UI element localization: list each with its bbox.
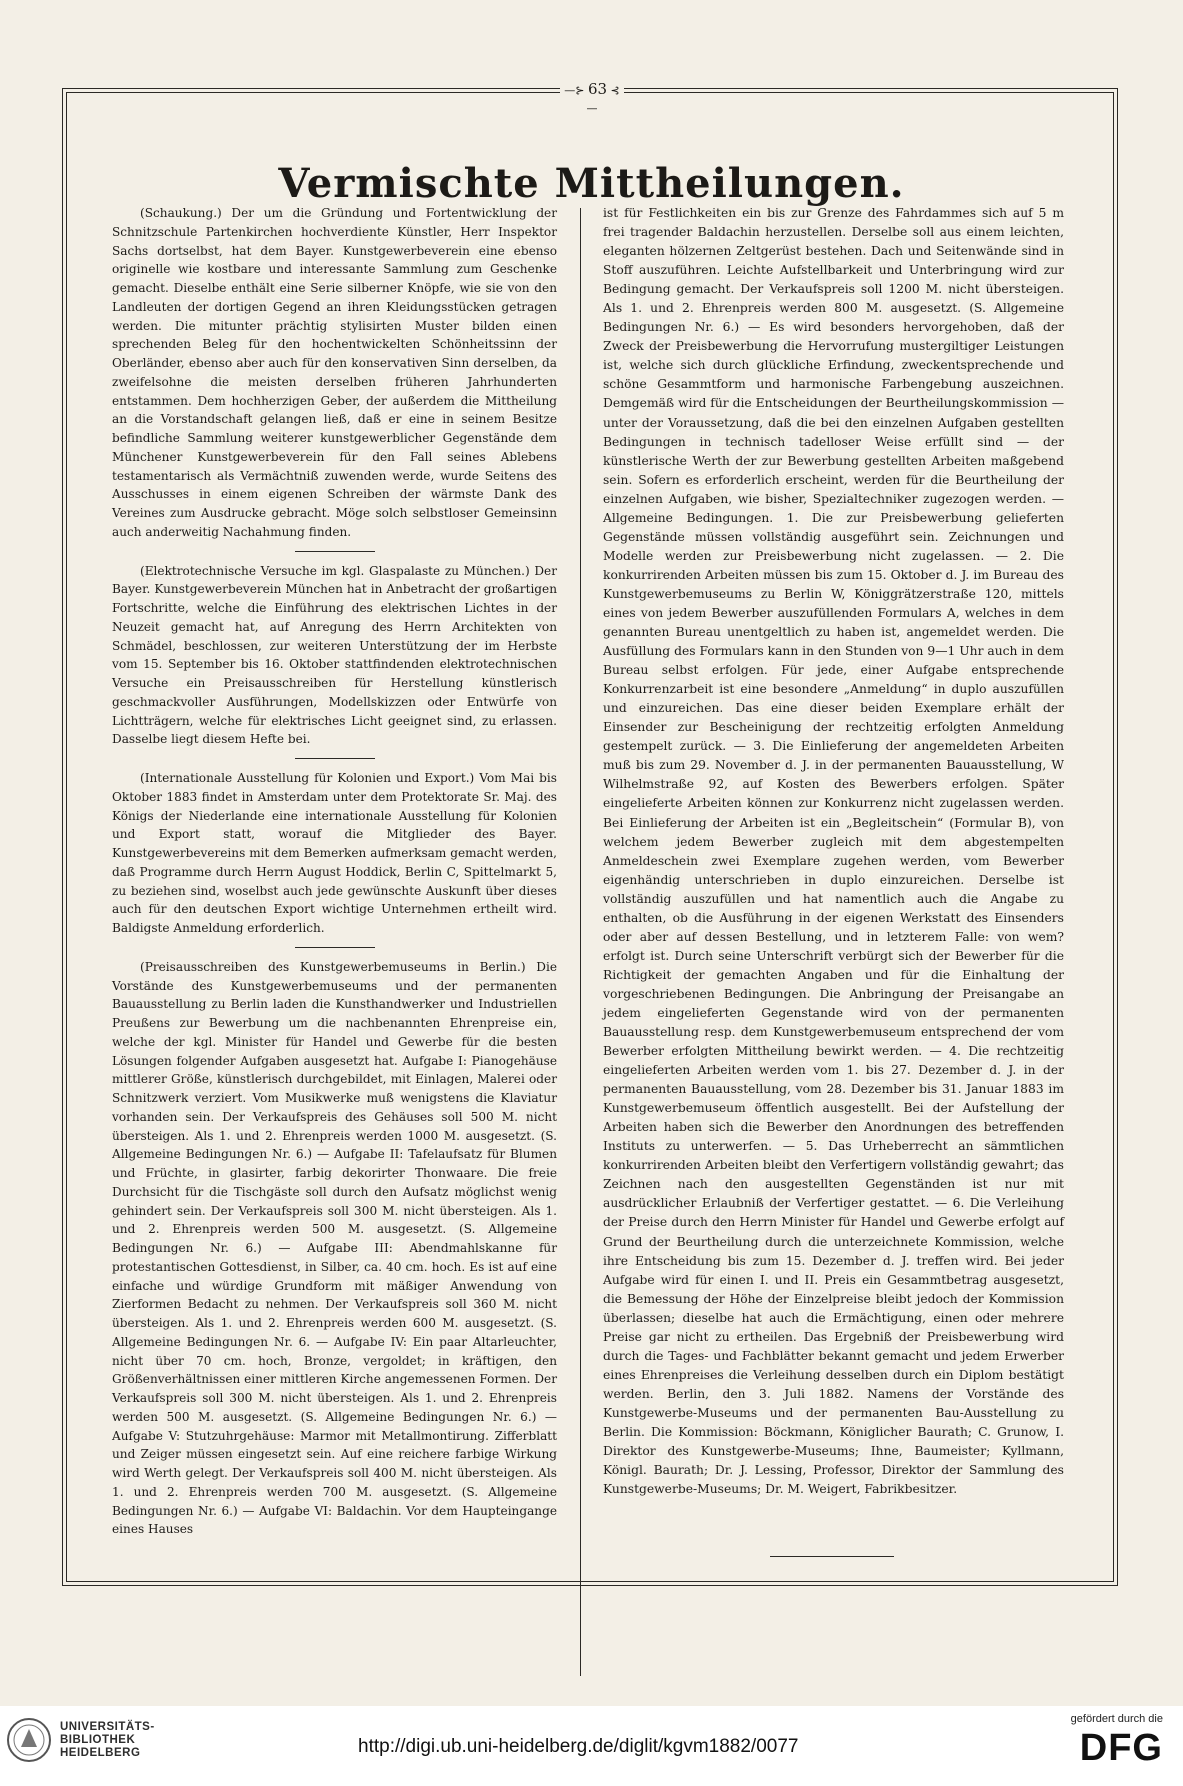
end-divider: [770, 1556, 894, 1557]
article-paragraph: ist für Festlichkeiten ein bis zur Grenze des Fahrdammes sich auf 5 m frei tragender Baldachin herzustellen. Derselbe soll aus einem leichten, eleganten hölzernen Zeltgerüst bestehen. Dach und Seitenwände sind in Stoff auszuführen. Leichte Aufstellbarkeit und Unterbringung wird zur Bedingung gemacht. Der Verkaufspreis soll 1200 M. nicht übersteigen. Als 1. und 2. Ehrenpreis werden 800 M. ausgesetzt. (S. Allgemeine Bedingungen Nr. 6.) — Es wird besonders hervorgehoben, daß der Zweck der Preisbewerbung die Hervorrufung mustergiltiger Leistungen ist, welche sich durch glückliche Erfindung, zweckentsprechende und schöne Gesammtform und harmonische Farbengebung auszeichnen. Demgemäß wird für die Entscheidungen der Beurtheilungskommission — unter der Voraussetzung, daß die bei den einzelnen Aufgaben gestellten Bedingungen in technisch tadelloser Weise erfüllt sind — der künstlerische Werth der zur Bewerbung gestellten Arbeiten maßgebend sein. Sofern es erforderlich erscheint, werden für die Beurtheilung der einzelnen Aufgaben, wie bisher, Spezialtechniker zugezogen werden. — Allgemeine Bedingungen. 1. Die zur Preisbewerbung gelieferten Gegenstände müssen vollständig ausgeführt sein. Zeichnungen und Modelle werden zur Preisbewerbung nicht zugelassen. — 2. Die konkurrirenden Arbeiten müssen bis zum 15. Oktober d. J. im Bureau des Kunstgewerbemuseums zu Berlin W, Königgrätzerstraße 120, mittels eines von jedem Bewerber auszufüllenden Formulars A, welches in dem genannten Bureau unentgeltlich zu haben ist, angemeldet werden. Die Ausfüllung des Formulars kann in den Stunden von 9—1 Uhr auch in dem Bureau selbst erfolgen. Für jede, einer Aufgabe entsprechende Konkurrenzarbeit ist eine besondere „Anmeldung“ in duplo auszufüllen und einzureichen. Das eine dieser beiden Exemplare erhält der Einsender zur Bescheinigung der rechtzeitig erfolgten Anmeldung gestempelt zurück. — 3. Die Einlieferung der angemeldeten Arbeiten muß bis zum 29. November d. J. in der permanenten Bauausstellung, W Wilhelmstraße 92, auf Kosten des Bewerbers erfolgen. Später eingelieferte Arbeiten können zur Konkurrenz nicht zugelassen werden. Bei Einlieferung der Arbeiten ist ein „Begleitschein“ (Formular B), von welchem jedem Bewerber zugleich mit dem abgestempelten Anmeldeschein zwei Exemplare zugehen werden, vom Bewerber eigenhändig unterschrieben in duplo einzureichen. Derselbe ist vollständig auszufüllen und hat namentlich auch die Angabe zu enthalten, ob die Ausführung in der eigenen Werkstatt des Einsenders oder aber auf dessen Bestellung, und in letzterem Falle: von wem? erfolgt ist. Durch seine Unterschrift verbürgt sich der Bewerber für die Richtigkeit der gemachten Angaben und für die Einhaltung der vorgeschriebenen Bedingungen. Die Anbringung der Preisangabe an jedem eingelieferten Gegenstande wird von der permanenten Bauausstellung resp. dem Kunstgewerbemuseum entsprechend der vom Bewerber erfolgten Mittheilung bewirkt werden. — 4. Die rechtzeitig eingelieferten Arbeiten werden vom 1. bis 27. Dezember d. J. in der permanenten Bauausstellung, vom 28. Dezember bis 31. Januar 1883 im Kunstgewerbemuseum öffentlich ausgestellt. Bei der Aufstellung der Arbeiten haben sich die Bewerber den Anordnungen des betreffenden Instituts zu unterwerfen. — 5. Das Urheberrecht an sämmtlichen konkurrirenden Arbeiten bleibt den Verfertigern vollständig gewahrt; das Zeichnen nach den ausgestellten Gegenständen ist nur mit ausdrücklicher Erlaubniß der Verfertiger gestattet. — 6. Die Verleihung der Preise durch den Herrn Minister für Handel und Gewerbe erfolgt auf Grund der Beurtheilung durch die unterzeichnete Kommission, welche ihre Entscheidung bis zum 15. Dezember d. J. treffen wird. Bei jeder Aufgabe wird für einen I. und II. Preis ein Gesammtbetrag ausgesetzt, die Bemessung der Höhe der Einzelpreise bleibt jedoch der Kommission überlassen; dieselbe hat auch die Ermächtigung, einen oder mehrere Preise gar nicht zu ertheilen. Das Ergebniß der Preisbewerbung wird durch die Tages- und Fachblätter bekannt gemacht und jedem Erwerber eines Ehrenpreises die Verleihung desselben durch ein Diplom bestätigt werden. Berlin, den 3. Juli 1882. Namens der Vorstände des Kunstgewerbe-Museums und der permanenten Bau-Ausstellung zu Berlin. Die Kommission: Böckmann, Königlicher Baurath; C. Grunow, I. Direktor des Kunstgewerbe-Museums; Ihne, Baumeister; Kyllmann, Königl. Baurath; Dr. J. Lessing, Professor, Direktor der Sammlung des Kunstgewerbe-Museums; Dr. M. Weigert, Fabrikbesitzer.: [603, 206, 1064, 1497]
dfg-logo[interactable]: DFG: [1079, 1727, 1163, 1769]
section-divider: [295, 947, 375, 948]
university-seal-icon: [6, 1717, 52, 1763]
permalink-url[interactable]: http://digi.ub.uni-heidelberg.de/diglit/kgvm1882/0077: [358, 1736, 799, 1757]
library-logo[interactable]: [6, 1717, 155, 1763]
page-title: Vermischte Mittheilungen.: [278, 160, 905, 207]
article-paragraph: (Schaukung.) Der um die Gründung und Fortentwicklung der Schnitzschule Partenkirchen hochverdiente Künstler, Herr Inspektor Sachs dortselbst, hat dem Bayer. Kunstgewerbeverein eine ebenso originelle wie kostbare und interessante Sammlung zum Geschenke gemacht. Dieselbe enthält eine Serie silberner Knöpfe, wie sie von den Landleuten der dortigen Gegend an ihren Kleidungsstücken getragen werden. Die mitunter prächtig stylisirten Muster bilden einen sprechenden Beleg für den hochentwickelten Schönheitssinn der Oberländer, ebenso aber auch für den konservativen Sinn derselben, da zweifelsohne die meisten derselben früheren Jahrhunderten entstammen. Dem hochherzigen Geber, der außerdem die Mittheilung an die Vorstandschaft gelangen ließ, daß er eine in seinem Besitze befindliche Sammlung weiterer kunstgewerblicher Gegenstände dem Münchener Kunstgewerbeverein für den Fall seines Ablebens testamentarisch als Vermächtniß zuwenden werde, wurde Seitens des Ausschusses in einem eigenen Schreiben der wärmste Dank des Vereines zum Ausdrucke gebracht. Möge solch selbstloser Gemeinsinn auch anderweitig Nachahmung finden.: [112, 206, 557, 539]
left-column: [112, 204, 557, 1539]
column-rule: [580, 208, 581, 1676]
right-column: [603, 204, 1064, 1499]
article-paragraph: (Preisausschreiben des Kunstgewerbemuseums in Berlin.) Die Vorstände des Kunstgewerbemuseums und der permanenten Bauausstellung zu Berlin laden die Kunsthandwerker und Industriellen Preußens zur Bewerbung um die nachbenannten Ehrenpreise ein, welche der kgl. Minister für Handel und Gewerbe für die besten Lösungen folgender Aufgaben ausgesetzt hat. Aufgabe I: Pianogehäuse mittlerer Größe, künstlerisch durchgebildet, mit Einlagen, Malerei oder Schnitzwerk verziert. Vom Musikwerke muß wenigstens die Klaviatur vorhanden sein. Der Verkaufspreis des Gehäuses soll 500 M. nicht übersteigen. Als 1. und 2. Ehrenpreis werden 1000 M. ausgesetzt. (S. Allgemeine Bedingungen Nr. 6.) — Aufgabe II: Tafelaufsatz für Blumen und Früchte, in glasirter, farbig dekorirter Thonwaare. Die freie Durchsicht für die Tischgäste soll durch den Aufsatz möglichst wenig gehindert sein. Der Verkaufspreis soll 300 M. nicht übersteigen. Als 1. und 2. Ehrenpreis werden 500 M. ausgesetzt. (S. Allgemeine Bedingungen Nr. 6.) — Aufgabe III: Abendmahlskanne für protestantischen Gottesdienst, in Silber, ca. 40 cm. hoch. Es ist auf eine einfache und würdige Grundform mit mäßiger Anwendung von Zierformen Bedacht zu nehmen. Der Verkaufspreis soll 360 M. nicht übersteigen. Als 1. und 2. Ehrenpreis werden 600 M. ausgesetzt. (S. Allgemeine Bedingungen Nr. 6. — Aufgabe IV: Ein paar Altarleuchter, nicht über 70 cm. hoch, Bronze, vergoldet; in kräftigen, den Größenverhältnissen einer mittleren Kirche angemessenen Formen. Der Verkaufspreis soll 300 M. nicht übersteigen. Als 1. und 2. Ehrenpreis werden 500 M. ausgesetzt. (S. Allgemeine Bedingungen Nr. 6.) — Aufgabe V: Stutzuhrgehäuse: Marmor mit Metallmontirung. Zifferblatt und Zeiger müssen eingesetzt sein. Auf eine reichere farbige Wirkung wird Werth gelegt. Der Verkaufspreis soll 400 M. nicht übersteigen. Als 1. und 2. Ehrenpreis werden 700 M. ausgesetzt. (S. Allgemeine Bedingungen Nr. 6.) — Aufgabe VI: Baldachin. Vor dem Haupteingange eines Hauses: [112, 959, 557, 1537]
section-divider: [295, 551, 375, 552]
funding-caption: gefördert durch die: [1070, 1713, 1163, 1725]
section-divider: [295, 758, 375, 759]
funding-credit: [1071, 1713, 1163, 1770]
page-number: —⊱ 63 ⊰—: [560, 80, 624, 116]
library-name: UNIVERSITÄTS- BIBLIOTHEK HEIDELBERG: [60, 1720, 155, 1759]
article-paragraph: (Elektrotechnische Versuche im kgl. Glaspalaste zu München.) Der Bayer. Kunstgewerbeverein München hat in Anbetracht der großartigen Fortschritte, welche die Einführung des elektrischen Lichtes in der Neuzeit gemacht hat, auf Anregung des Herrn Architekten von Schmädel, beschlossen, zur weiteren Unterstützung der im Herbste vom 15. September bis 16. Oktober stattfindenden elektrotechnischen Versuche ein Preisausschreiben für Herstellung künstlerisch geschmackvoller Ausführungen, Modellskizzen oder Entwürfe von Lichtträgern, welche für elektrisches Licht geeignet sind, zu erlassen. Dasselbe liegt diesem Hefte bei.: [112, 563, 557, 747]
article-paragraph: (Internationale Ausstellung für Kolonien und Export.) Vom Mai bis Oktober 1883 findet in Amsterdam unter dem Protektorate Sr. Maj. des Königs der Niederlande eine internationale Ausstellung für Kolonien und Export statt, worauf die Mitglieder des Bayer. Kunstgewerbevereins mit dem Bemerken aufmerksam gemacht werden, daß Programme durch Herrn August Hoddick, Berlin C, Spittelmarkt 5, zu beziehen sind, woselbst auch jede gewünschte Auskunft über dieses auch für den deutschen Export wichtige Unternehmen ertheilt wird. Baldigste Anmeldung erforderlich.: [112, 771, 557, 935]
